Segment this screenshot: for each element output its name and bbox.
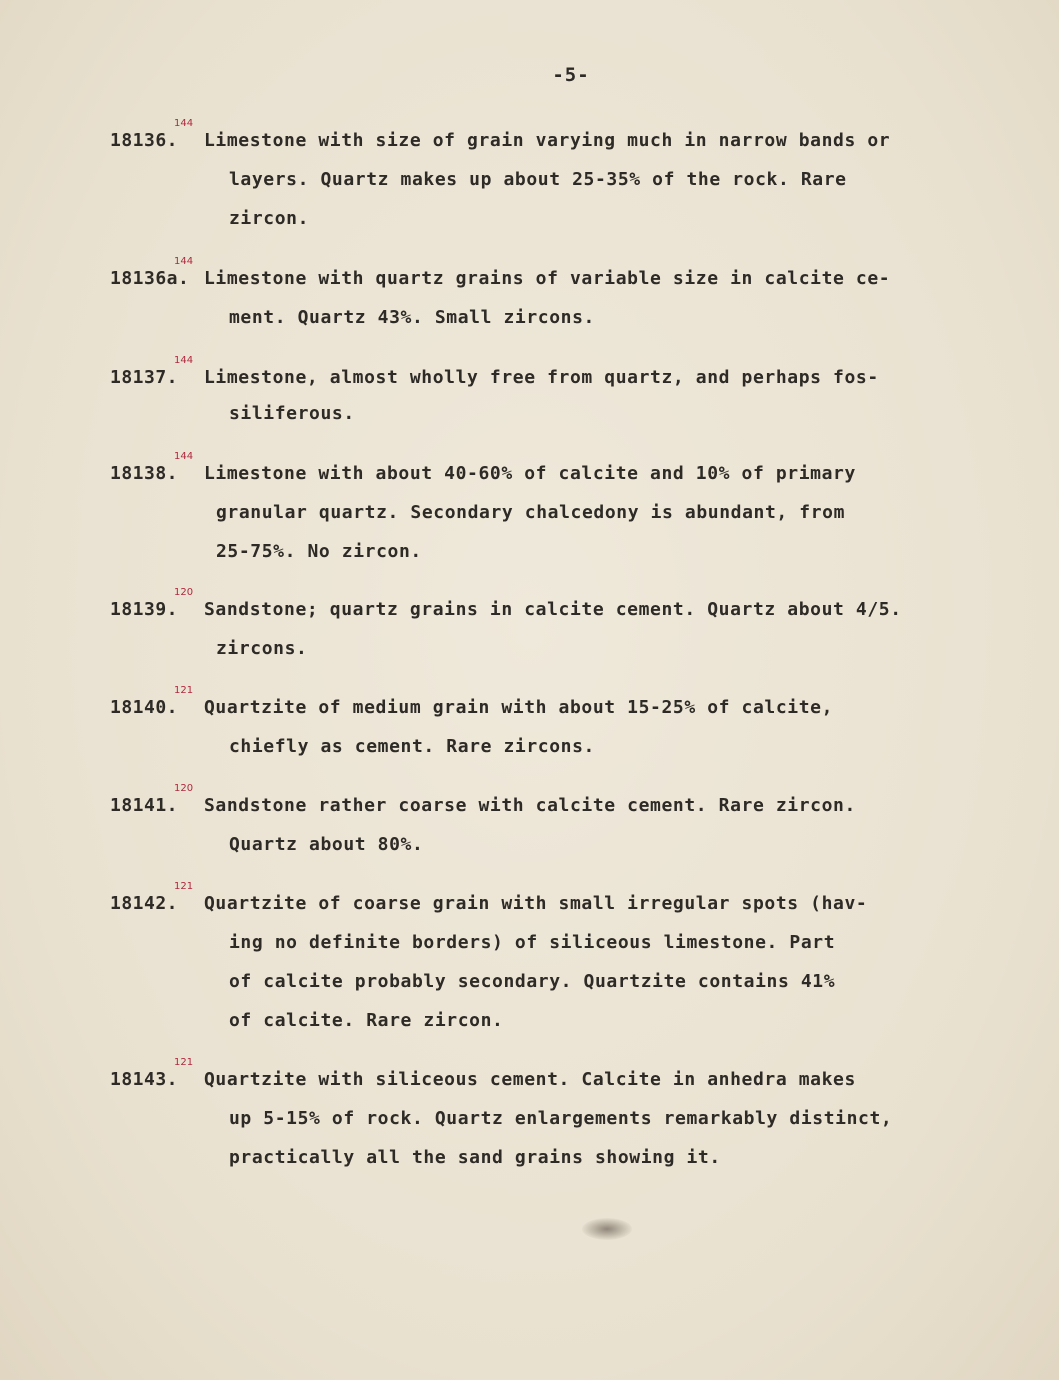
description-line: siliferous. — [229, 403, 355, 424]
description-line: layers. Quartz makes up about 25-35% of the rock. Rare — [229, 169, 847, 190]
margin-annotation: 121 — [174, 881, 194, 892]
specimen-number: 18138. — [110, 463, 179, 484]
description-line: 25-75%. No zircon. — [216, 541, 422, 562]
specimen-number: 18136a. — [110, 268, 190, 289]
description-line: zircon. — [229, 208, 310, 229]
specimen-number: 18142. — [110, 893, 179, 914]
margin-annotation: 144 — [174, 355, 194, 366]
specimen-number: 18137. — [110, 367, 179, 388]
description-line: of calcite probably secondary. Quartzite contains 41% — [229, 971, 836, 992]
description-line: zircons. — [216, 638, 308, 659]
margin-annotation: 144 — [174, 118, 194, 129]
description-line: of calcite. Rare zircon. — [229, 1010, 504, 1031]
description-line: Quartzite of coarse grain with small irregular spots (hav- — [204, 893, 868, 914]
specimen-number: 18143. — [110, 1069, 179, 1090]
description-line: granular quartz. Secondary chalcedony is abundant, from — [216, 502, 846, 523]
specimen-number: 18140. — [110, 697, 179, 718]
margin-annotation: 120 — [174, 783, 194, 794]
description-line: chiefly as cement. Rare zircons. — [229, 736, 595, 757]
specimen-number: 18141. — [110, 795, 179, 816]
description-line: practically all the sand grains showing it. — [229, 1147, 721, 1168]
margin-annotation: 144 — [174, 451, 194, 462]
description-line: Quartz about 80%. — [229, 834, 424, 855]
description-line: Limestone with about 40-60% of calcite and 10% of primary — [204, 463, 856, 484]
description-line: ing no definite borders) of siliceous limestone. Part — [229, 932, 836, 953]
description-line: Quartzite with siliceous cement. Calcite in anhedra makes — [204, 1069, 856, 1090]
specimen-number: 18139. — [110, 599, 179, 620]
description-line: Quartzite of medium grain with about 15-25% of calcite, — [204, 697, 834, 718]
margin-annotation: 144 — [174, 256, 194, 267]
margin-annotation: 121 — [174, 1057, 194, 1068]
description-line: ment. Quartz 43%. Small zircons. — [229, 307, 595, 328]
description-line: Sandstone rather coarse with calcite cement. Rare zircon. — [204, 795, 856, 816]
page-number: -5- — [552, 64, 590, 86]
description-line: Limestone with quartz grains of variable size in calcite ce- — [204, 268, 891, 289]
description-line: Limestone, almost wholly free from quartz, and perhaps fos- — [204, 367, 879, 388]
margin-annotation: 121 — [174, 685, 194, 696]
description-line: Limestone with size of grain varying much in narrow bands or — [204, 130, 891, 151]
description-line: Sandstone; quartz grains in calcite cement. Quartz about 4/5. — [204, 599, 902, 620]
margin-annotation: 120 — [174, 587, 194, 598]
description-line: up 5-15% of rock. Quartz enlargements remarkably distinct, — [229, 1108, 893, 1129]
ink-smudge — [582, 1218, 632, 1240]
specimen-number: 18136. — [110, 130, 179, 151]
